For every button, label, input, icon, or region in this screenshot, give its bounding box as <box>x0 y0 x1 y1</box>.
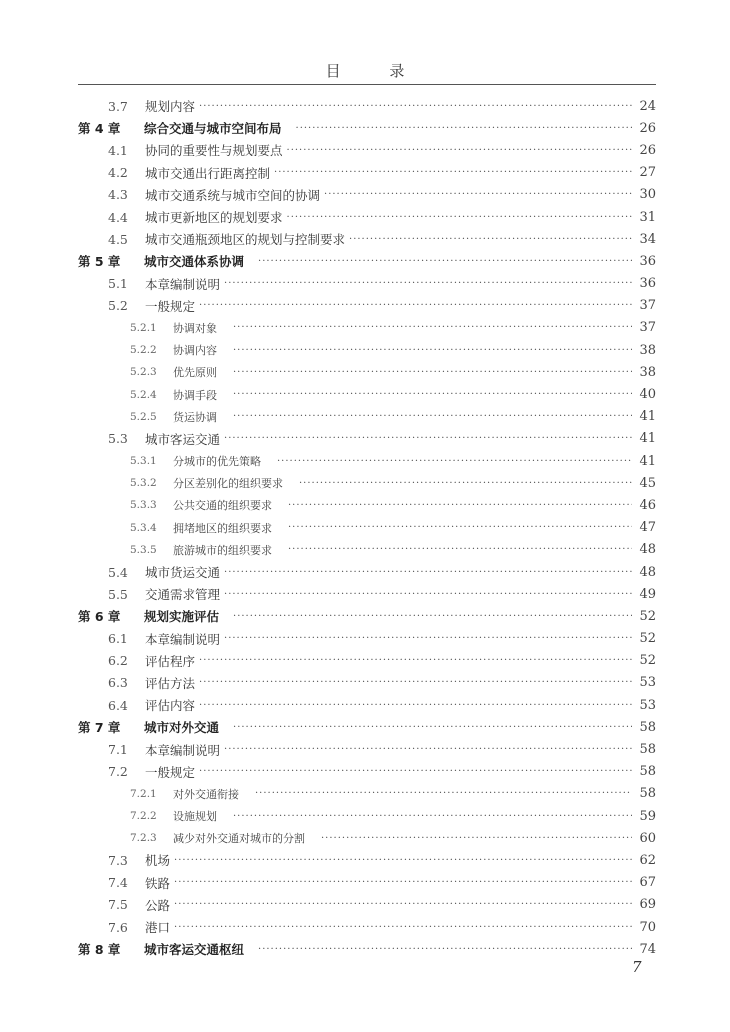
dot-leader <box>199 700 632 711</box>
dot-leader <box>224 633 632 644</box>
entry-title: 减少对外交通对城市的分割 <box>173 832 305 846</box>
dot-leader <box>224 278 632 289</box>
toc-section-entry[interactable] <box>78 295 656 317</box>
toc-chapter-entry[interactable] <box>78 250 656 272</box>
entry-title: 城市客运交通枢纽 <box>144 942 245 958</box>
toc-section-entry[interactable] <box>78 450 656 472</box>
entry-page: 41 <box>639 431 656 447</box>
entry-number: 5.2.4 <box>130 388 157 401</box>
dot-leader <box>277 456 632 467</box>
entry-number: 第 8 章 <box>78 942 121 958</box>
toc-section-entry[interactable] <box>78 561 656 583</box>
table-of-contents <box>78 95 656 960</box>
toc-section-entry[interactable] <box>78 361 656 383</box>
entry-page: 53 <box>639 697 656 713</box>
toc-section-entry[interactable] <box>78 406 656 428</box>
entry-page: 58 <box>639 786 656 802</box>
dot-leader <box>199 677 632 688</box>
entry-title: 本章编制说明 <box>145 631 221 647</box>
entry-page: 38 <box>639 342 656 358</box>
entry-page: 52 <box>639 631 656 647</box>
toc-section-entry[interactable] <box>78 894 656 916</box>
entry-number: 7.2.2 <box>130 810 157 823</box>
entry-title: 交通需求管理 <box>145 587 221 603</box>
dot-leader <box>321 833 632 844</box>
toc-section-entry[interactable] <box>78 738 656 760</box>
entry-number: 5.1 <box>108 276 128 292</box>
dot-leader <box>296 123 632 134</box>
dot-leader <box>224 744 632 755</box>
entry-page: 52 <box>639 608 656 624</box>
entry-title: 评估程序 <box>145 653 196 669</box>
entry-page: 41 <box>639 453 656 469</box>
entry-title: 本章编制说明 <box>145 276 221 292</box>
entry-title: 旅游城市的组织要求 <box>173 543 272 557</box>
toc-section-entry[interactable] <box>78 539 656 561</box>
dot-leader <box>233 811 632 822</box>
entry-number: 7.1 <box>108 742 128 758</box>
entry-number: 第 5 章 <box>78 254 121 270</box>
entry-title: 分城市的优先策略 <box>173 455 261 469</box>
entry-number: 7.4 <box>108 875 128 891</box>
entry-title: 评估内容 <box>145 698 196 714</box>
entry-number: 5.3.5 <box>130 543 157 556</box>
dot-leader <box>255 788 632 799</box>
entry-page: 48 <box>639 564 656 580</box>
entry-title: 协调内容 <box>173 344 217 358</box>
dot-leader <box>258 256 632 267</box>
toc-chapter-entry[interactable] <box>78 938 656 960</box>
entry-title: 优先原则 <box>173 366 217 380</box>
dot-leader <box>233 411 632 422</box>
entry-number: 6.4 <box>108 697 128 713</box>
dot-leader <box>199 300 632 311</box>
entry-page: 58 <box>639 719 656 735</box>
entry-title: 分区差别化的组织要求 <box>173 477 283 491</box>
entry-title: 城市交通出行距离控制 <box>145 165 271 181</box>
entry-page: 49 <box>639 586 656 602</box>
entry-page: 58 <box>639 742 656 758</box>
entry-title: 设施规划 <box>173 810 217 824</box>
toc-section-entry[interactable] <box>78 517 656 539</box>
entry-page: 48 <box>639 542 656 558</box>
toc-section-entry[interactable] <box>78 228 656 250</box>
entry-title: 评估方法 <box>145 675 196 691</box>
toc-section-entry[interactable] <box>78 650 656 672</box>
toc-section-entry[interactable] <box>78 273 656 295</box>
entry-title: 规划实施评估 <box>144 609 220 625</box>
dot-leader <box>288 522 632 533</box>
toc-section-entry[interactable] <box>78 184 656 206</box>
dot-leader <box>233 389 632 400</box>
toc-section-entry[interactable] <box>78 694 656 716</box>
entry-page: 74 <box>639 941 656 957</box>
dot-leader <box>288 500 632 511</box>
dot-leader <box>224 589 632 600</box>
toc-chapter-entry[interactable] <box>78 605 656 627</box>
toc-section-entry[interactable] <box>78 849 656 871</box>
entry-number: 第 4 章 <box>78 121 121 137</box>
entry-title: 城市交通瓶颈地区的规划与控制要求 <box>145 232 346 248</box>
entry-page: 27 <box>639 165 656 181</box>
entry-number: 4.2 <box>108 165 128 181</box>
entry-title: 公共交通的组织要求 <box>173 499 272 513</box>
entry-number: 5.5 <box>108 586 128 602</box>
dot-leader <box>233 722 632 733</box>
dot-leader <box>174 922 632 933</box>
entry-page: 30 <box>639 187 656 203</box>
entry-number: 7.3 <box>108 852 128 868</box>
toc-section-entry[interactable] <box>78 383 656 405</box>
entry-number: 6.1 <box>108 631 128 647</box>
entry-title: 规划内容 <box>145 99 196 115</box>
toc-section-entry[interactable] <box>78 162 656 184</box>
entry-title: 公路 <box>145 897 171 913</box>
entry-number: 第 6 章 <box>78 609 121 625</box>
dot-leader <box>224 567 632 578</box>
entry-page: 26 <box>639 142 656 158</box>
dot-leader <box>349 234 632 245</box>
entry-page: 38 <box>639 364 656 380</box>
toc-section-entry[interactable] <box>78 494 656 516</box>
entry-page: 58 <box>639 764 656 780</box>
entry-page: 34 <box>639 231 656 247</box>
dot-leader <box>174 855 632 866</box>
entry-page: 36 <box>639 253 656 269</box>
entry-page: 31 <box>639 209 656 225</box>
entry-title: 本章编制说明 <box>145 742 221 758</box>
entry-page: 40 <box>639 387 656 403</box>
entry-title: 一般规定 <box>145 764 196 780</box>
entry-title: 港口 <box>145 920 171 936</box>
dot-leader <box>274 167 632 178</box>
entry-number: 5.2.2 <box>130 344 157 357</box>
header-rule <box>78 84 656 85</box>
entry-page: 69 <box>639 897 656 913</box>
entry-page: 52 <box>639 653 656 669</box>
entry-number: 7.6 <box>108 919 128 935</box>
entry-page: 37 <box>639 298 656 314</box>
entry-title: 城市交通系统与城市空间的协调 <box>145 187 321 203</box>
entry-number: 5.4 <box>108 564 128 580</box>
entry-title: 城市交通体系协调 <box>144 254 245 270</box>
toc-section-entry[interactable] <box>78 317 656 339</box>
entry-title: 城市客运交通 <box>145 431 221 447</box>
dot-leader <box>233 367 632 378</box>
entry-page: 41 <box>639 409 656 425</box>
entry-page: 24 <box>639 98 656 114</box>
entry-page: 26 <box>639 120 656 136</box>
entry-number: 7.2.1 <box>130 787 157 800</box>
dot-leader <box>233 322 632 333</box>
dot-leader <box>199 655 632 666</box>
entry-number: 5.2.5 <box>130 410 157 423</box>
dot-leader <box>233 345 632 356</box>
entry-page: 59 <box>639 808 656 824</box>
entry-number: 4.1 <box>108 142 128 158</box>
toc-section-entry[interactable] <box>78 139 656 161</box>
entry-title: 协调对象 <box>173 321 217 335</box>
entry-page: 46 <box>639 497 656 513</box>
entry-number: 6.3 <box>108 675 128 691</box>
entry-title: 货运协调 <box>173 410 217 424</box>
entry-number: 5.3 <box>108 431 128 447</box>
toc-section-entry[interactable] <box>78 339 656 361</box>
entry-title: 城市货运交通 <box>145 565 221 581</box>
dot-leader <box>288 544 632 555</box>
entry-number: 5.3.2 <box>130 477 157 490</box>
entry-page: 62 <box>639 852 656 868</box>
entry-number: 5.2 <box>108 298 128 314</box>
toc-section-entry[interactable] <box>78 472 656 494</box>
entry-page: 37 <box>639 320 656 336</box>
entry-number: 5.3.1 <box>130 455 157 468</box>
dot-leader <box>174 877 632 888</box>
entry-number: 5.3.3 <box>130 499 157 512</box>
toc-section-entry[interactable] <box>78 583 656 605</box>
toc-chapter-entry[interactable] <box>78 716 656 738</box>
entry-number: 5.2.1 <box>130 321 157 334</box>
entry-number: 6.2 <box>108 653 128 669</box>
entry-number: 5.2.3 <box>130 366 157 379</box>
page-number: 7 <box>632 958 642 976</box>
toc-section-entry[interactable] <box>78 805 656 827</box>
toc-section-entry[interactable] <box>78 827 656 849</box>
toc-section-entry[interactable] <box>78 761 656 783</box>
dot-leader <box>233 611 632 622</box>
dot-leader <box>299 478 632 489</box>
dot-leader <box>324 189 632 200</box>
toc-section-entry[interactable] <box>78 628 656 650</box>
entry-page: 70 <box>639 919 656 935</box>
entry-title: 协同的重要性与规划要点 <box>145 143 283 159</box>
entry-title: 机场 <box>145 853 171 869</box>
toc-chapter-entry[interactable] <box>78 117 656 139</box>
entry-number: 7.2.3 <box>130 832 157 845</box>
entry-number: 第 7 章 <box>78 720 121 736</box>
entry-title: 铁路 <box>145 875 171 891</box>
entry-number: 4.5 <box>108 231 128 247</box>
entry-title: 城市更新地区的规划要求 <box>145 210 283 226</box>
toc-section-entry[interactable] <box>78 872 656 894</box>
dot-leader <box>174 899 632 910</box>
dot-leader <box>258 944 632 955</box>
dot-leader <box>199 101 632 112</box>
entry-title: 拥堵地区的组织要求 <box>173 521 272 535</box>
dot-leader <box>287 212 632 223</box>
entry-page: 47 <box>639 520 656 536</box>
entry-page: 45 <box>639 475 656 491</box>
entry-page: 60 <box>639 830 656 846</box>
dot-leader <box>199 766 632 777</box>
entry-number: 3.7 <box>108 98 128 114</box>
dot-leader <box>287 145 632 156</box>
entry-title: 一般规定 <box>145 298 196 314</box>
entry-title: 城市对外交通 <box>144 720 220 736</box>
entry-number: 5.3.4 <box>130 521 157 534</box>
entry-number: 4.4 <box>108 209 128 225</box>
toc-section-entry[interactable] <box>78 95 656 117</box>
toc-section-entry[interactable] <box>78 672 656 694</box>
entry-number: 7.2 <box>108 764 128 780</box>
entry-title: 综合交通与城市空间布局 <box>144 121 282 137</box>
entry-number: 4.3 <box>108 187 128 203</box>
toc-section-entry[interactable] <box>78 783 656 805</box>
entry-title: 对外交通衔接 <box>173 787 239 801</box>
toc-section-entry[interactable] <box>78 916 656 938</box>
entry-page: 53 <box>639 675 656 691</box>
entry-number: 7.5 <box>108 897 128 913</box>
toc-section-entry[interactable] <box>78 206 656 228</box>
dot-leader <box>224 433 632 444</box>
entry-title: 协调手段 <box>173 388 217 402</box>
entry-page: 67 <box>639 875 656 891</box>
page-title: 目 录 <box>325 62 427 80</box>
entry-page: 36 <box>639 276 656 292</box>
toc-section-entry[interactable] <box>78 428 656 450</box>
